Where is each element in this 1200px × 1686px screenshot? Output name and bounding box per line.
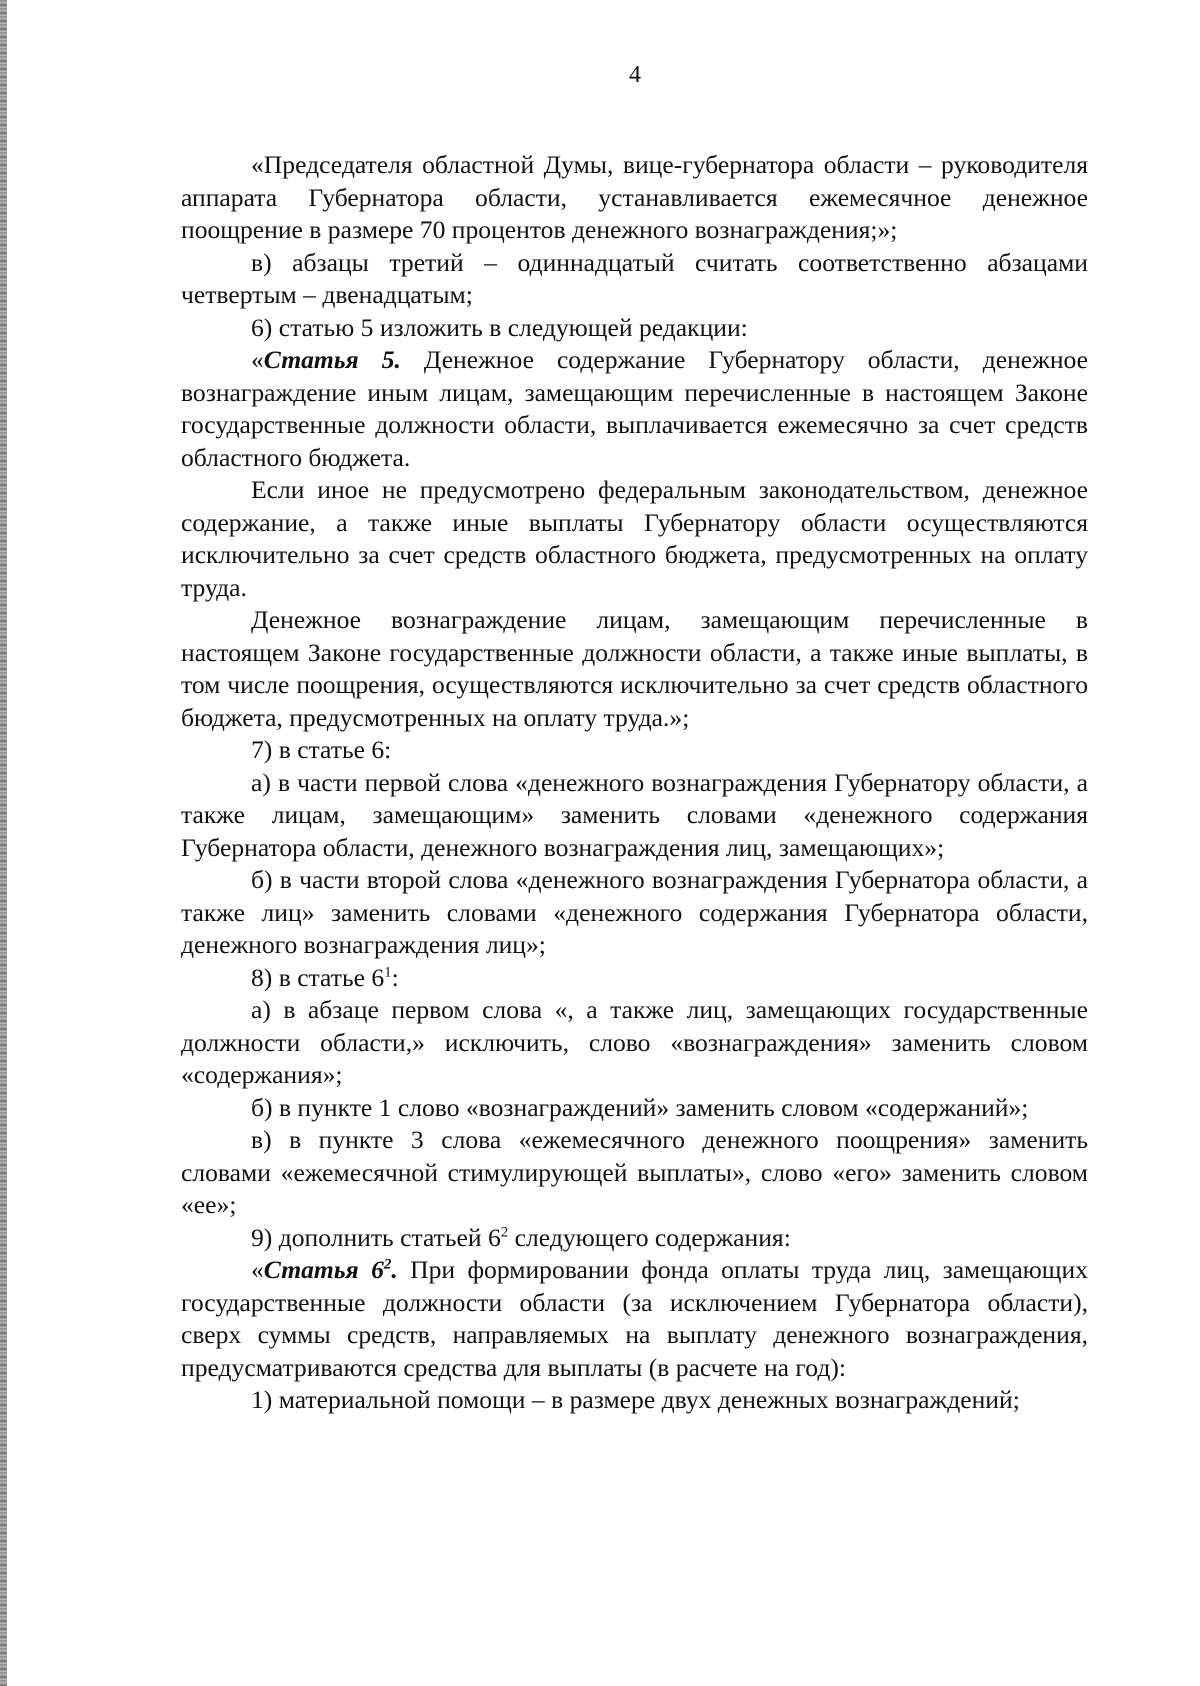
paragraph-2: в) абзацы третий – одиннадцатый считать соответственно абзацами четвертым – двенадцатым; <box>181 247 1088 309</box>
paragraph-9: б) в части второй слова «денежного вознаграждения Губернатора области, а также лиц» заменить словами «денежного содержания Губернатора области, денежного вознаграждения лиц»; <box>181 865 1088 959</box>
paragraph-6: Денежное вознаграждение лицам, замещающим перечисленные в настоящем Законе государственные должности области, а также иные выплаты, в том числе поощрения, осуществляются исключительно за счет средств областного бюджета, предусмотренных на оплату труда.»; <box>181 605 1088 732</box>
paragraph-4: «Статья 5. Денежное содержание Губернатору области, денежное вознаграждение иным лицам, замещающим перечисленные в настоящем Законе государственные должности области, выплачивается ежемесячно за счет средств областного бюджета. <box>181 345 1088 472</box>
paragraph-16: 1) материальной помощи – в размере двух денежных вознаграждений; <box>251 1385 1020 1414</box>
article-heading: Статья $6^2$. <box>263 1255 398 1284</box>
paragraph-12: б) в пункте 1 слово «вознаграждений» заменить словом «содержаний»; <box>251 1092 1029 1122</box>
paragraph-7: 7) в статье 6: <box>251 735 392 764</box>
paragraph-3: 6) статью 5 изложить в следующей редакции: <box>251 312 748 342</box>
page-number: 4 <box>629 62 641 88</box>
paragraph-14: 9) дополнить статьей $6^2$ следующего содержания: <box>251 1222 791 1252</box>
paragraph-15: «Статья $6^2$. При формировании фонда оплаты труда лиц, замещающих государственные должности области (за исключением Губернатора области), сверх суммы средств, направляемых на выплату денежного вознаграждения, предусматриваются средства для выплаты (в расчете на год): <box>181 1255 1088 1382</box>
paragraph-5: Если иное не предусмотрено федеральным законодательством, денежное содержание, а также иные выплаты Губернатору области осуществляются исключительно за счет средств областного бюджета, предусмотренных на оплату труда. <box>181 475 1088 602</box>
paragraph-8: а) в части первой слова «денежного вознаграждения Губернатору области, а также лицам, замещающим» заменить словами «денежного содержания Губернатора области, денежного вознаграждения лиц, замещающих»; <box>181 767 1088 862</box>
article-heading: Статья 5. <box>263 345 401 374</box>
document-body <box>181 149 1088 1417</box>
paragraph-10: 8) в статье $6^1$: <box>251 962 399 992</box>
scan-edge-shadow <box>0 0 7 1686</box>
paragraph-1: «Председателя областной Думы, вице-губернатора области – руководителя аппарата Губернатора области, устанавливается ежемесячное денежное поощрение в размере 70 процентов денежного вознаграждения;»; <box>181 150 1088 244</box>
paragraph-11: а) в абзаце первом слова «, а также лиц, замещающих государственные должности области,» исключить, слово «вознаграждения» заменить словом «содержания»; <box>181 995 1088 1089</box>
paragraph-13: в) в пункте 3 слова «ежемесячного денежного поощрения» заменить словами «ежемесячной стимулирующей выплаты», слово «его» заменить словом «ее»; <box>181 1125 1088 1219</box>
